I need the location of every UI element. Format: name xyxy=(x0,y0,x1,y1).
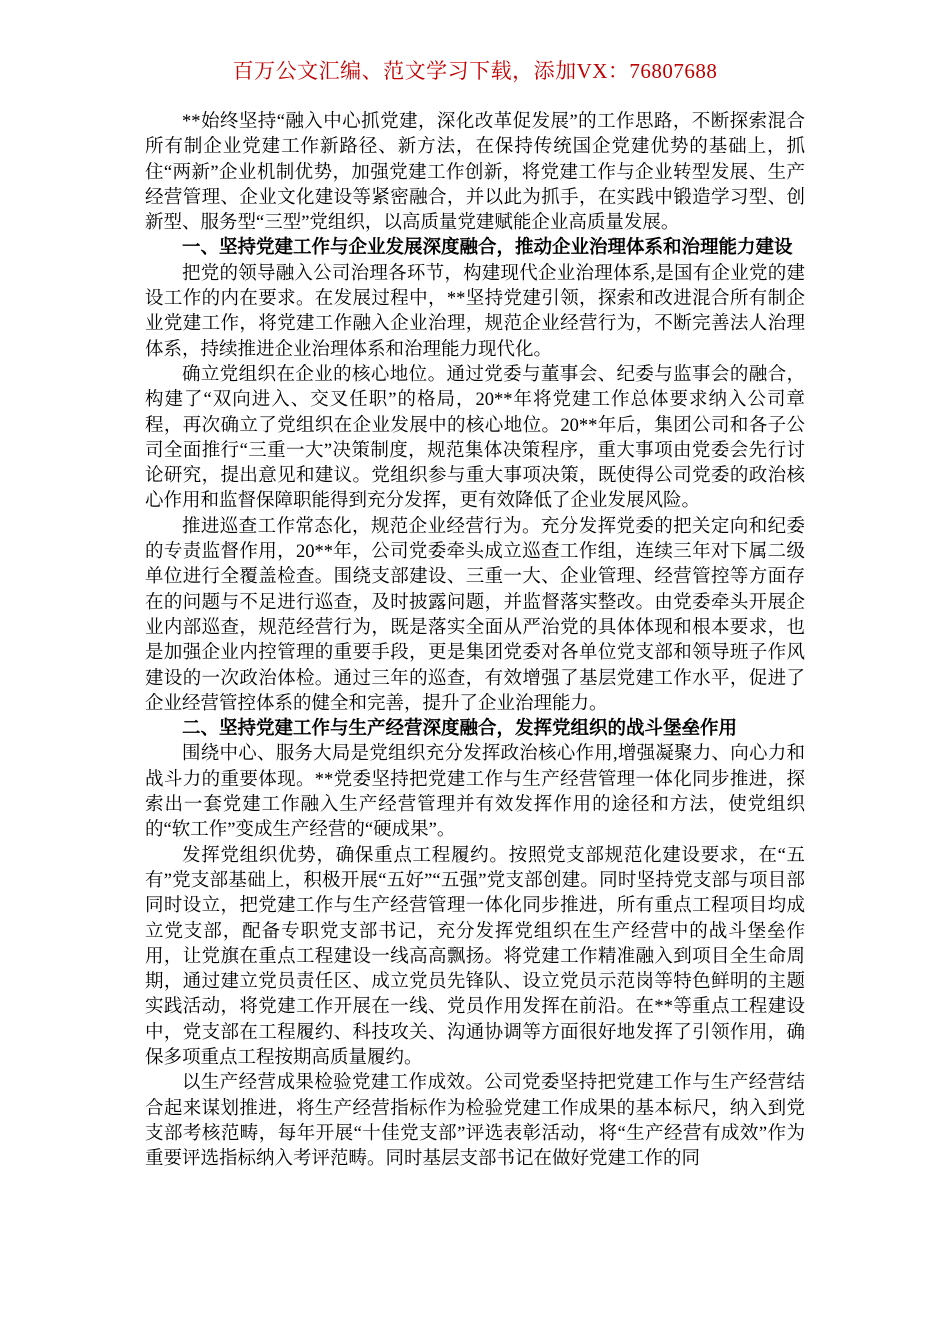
paragraph: 把党的领导融入公司治理各环节，构建现代企业治理体系,是国有企业党的建设工作的内在要求。在发展过程中，**坚持党建引领，探索和改进混合所有制企业党建工作，将党建工作融入企业治理，规范企业经营行为，不断完善法人治理体系，持续推进企业治理体系和治理能力现代化。 xyxy=(145,263,805,360)
paragraph: **始终坚持“融入中心抓党建，深化改革促发展”的工作思路，不断探索混合所有制企业党建工作新路径、新方法，在保持传统国企党建优势的基础上，抓住“两新”企业机制优势，加强党建工作创新，将党建工作与企业转型发展、生产经营管理、企业文化建设等紧密融合，并以此为抓手，在实践中锻造学习型、创新型、服务型“三型”党组织，以高质量党建赋能企业高质量发展。 xyxy=(145,112,805,234)
section-heading: 一、坚持党建工作与企业发展深度融合，推动企业治理体系和治理能力建设 xyxy=(182,238,793,259)
section-heading: 二、坚持党建工作与生产经营深度融合，发挥党组织的战斗堡垒作用 xyxy=(182,719,738,740)
paragraph: 围绕中心、服务大局是党组织充分发挥政治核心作用,增强凝聚力、向心力和战斗力的重要体现。**党委坚持把党建工作与生产经营管理一体化同步推进，探索出一套党建工作融入生产经营管理并有效发挥作用的途径和方法，使党组织的“软工作”变成生产经营的“硬成果”。 xyxy=(145,744,805,841)
promo-header: 百万公文汇编、范文学习下载，添加VX：76807688 xyxy=(232,59,718,83)
document-body xyxy=(145,110,805,1172)
paragraph: 以生产经营成果检验党建工作成效。公司党委坚持把党建工作与生产经营结合起来谋划推进，将生产经营指标作为检验党建工作成果的基本标尺，纳入到党支部考核范畴，每年开展“十佳党支部”评选表彰活动，将“生产经营有成效”作为重要评选指标纳入考评范畴。同时基层支部书记在做好党建工作的同 xyxy=(145,1073,805,1170)
paragraph: 发挥党组织优势，确保重点工程履约。按照党支部规范化建设要求，在“五有”党支部基础上，积极开展“五好”“五强”党支部创建。同时坚持党支部与项目部同时设立，把党建工作与生产经营管理一体化同步推进，所有重点工程项目均成立党支部，配备专职党支部书记，充分发挥党组织在生产经营中的战斗堡垒作用，让党旗在重点工程建设一线高高飘扬。将党建工作精准融入到项目全生命周期，通过建立党员责任区、成立党员先锋队、设立党员示范岗等特色鲜明的主题实践活动，将党建工作开展在一线、党员作用发挥在前沿。在**等重点工程建设中，党支部在工程履约、科技攻关、沟通协调等方面很好地发挥了引领作用，确保多项重点工程按期高质量履约。 xyxy=(145,845,805,1068)
paragraph: 推进巡查工作常态化，规范企业经营行为。充分发挥党委的把关定向和纪委的专责监督作用，20**年，公司党委牵头成立巡查工作组，连续三年对下属二级单位进行全覆盖检查。围绕支部建设、三重一大、企业管理、经营管控等方面存在的问题与不足进行巡查，及时披露问题，并监督落实整改。由党委牵头开展企业内部巡查，规范经营行为，既是落实全面从严治党的具体体现和根本要求，也是加强企业内控管理的重要手段，更是集团党委对各单位党支部和领导班子作风建设的一次政治体检。通过三年的巡查，有效增强了基层党建工作水平，促进了企业经营管控体系的健全和完善，提升了企业治理能力。 xyxy=(145,516,805,714)
paragraph: 确立党组织在企业的核心地位。通过党委与董事会、纪委与监事会的融合，构建了“双向进入、交叉任职”的格局，20**年将党建工作总体要求纳入公司章程，再次确立了党组织在企业发展中的核心地位。20**年后，集团公司和各子公司全面推行“三重一大”决策制度，规范集体决策程序，重大事项由党委会先行讨论研究，提出意见和建议。党组织参与重大事项决策，既使得公司党委的政治核心作用和监督保障职能得到充分发挥，更有效降低了企业发展风险。 xyxy=(145,364,805,512)
